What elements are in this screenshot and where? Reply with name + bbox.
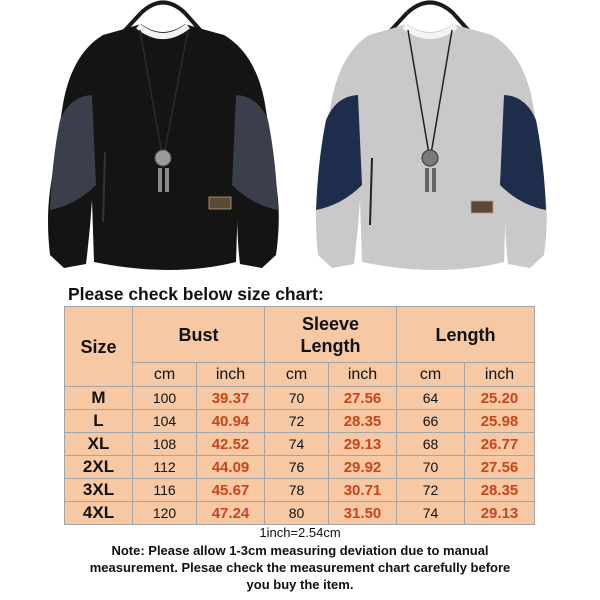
unit-cm-label: cm (265, 363, 329, 387)
sleeve-inch-cell: 31.50 (329, 502, 397, 525)
length-cm-cell: 72 (397, 479, 465, 502)
bust-inch-cell: 39.37 (197, 387, 265, 410)
measurement-note (62, 542, 538, 593)
size-chart-table (64, 306, 535, 525)
bust-cm-cell: 108 (133, 433, 197, 456)
bust-inch-cell: 40.94 (197, 410, 265, 433)
inch-conversion-note: 1inch=2.54cm (259, 525, 341, 540)
length-header-line: Length (435, 324, 496, 345)
size-cell: XL (65, 433, 133, 456)
table-row (65, 433, 535, 456)
table-row (65, 387, 535, 410)
bust-cm-cell: 112 (133, 456, 197, 479)
size-header (65, 307, 133, 387)
unit-inch-label: inch (197, 363, 265, 387)
header-row (65, 307, 535, 363)
length-cm-cell: 66 (397, 410, 465, 433)
sleeve-cm-cell: 70 (265, 387, 329, 410)
unit-cm-label: cm (133, 363, 197, 387)
sleeve-inch-cell: 27.56 (329, 387, 397, 410)
gray-sweatshirt-image (316, 3, 547, 271)
bust-inch-cell: 42.52 (197, 433, 265, 456)
black-sweatshirt-image (48, 3, 279, 271)
product-photos (0, 0, 600, 285)
sleeve-cm-cell: 78 (265, 479, 329, 502)
sleeve-cm-cell: 80 (265, 502, 329, 525)
size-header-line: Size (80, 336, 117, 357)
length-inch-cell: 29.13 (465, 502, 535, 525)
length-cm-cell: 68 (397, 433, 465, 456)
table-row (65, 479, 535, 502)
bust-inch-cell: 44.09 (197, 456, 265, 479)
sleeve-length-header-line: Sleeve (301, 313, 360, 334)
size-cell: 3XL (65, 479, 133, 502)
sleeve-cm-cell: 76 (265, 456, 329, 479)
note-line: Note: Please allow 1-3cm measuring deviation due to manual (111, 543, 489, 558)
length-inch-cell: 28.35 (465, 479, 535, 502)
length-inch-cell: 25.20 (465, 387, 535, 410)
bust-inch-cell: 47.24 (197, 502, 265, 525)
length-cm-cell: 70 (397, 456, 465, 479)
length-inch-cell: 26.77 (465, 433, 535, 456)
sleeve-inch-cell: 30.71 (329, 479, 397, 502)
table-row (65, 456, 535, 479)
bust-header (133, 307, 265, 363)
unit-inch-label: inch (329, 363, 397, 387)
unit-row (65, 363, 535, 387)
bust-inch-cell: 45.67 (197, 479, 265, 502)
length-inch-cell: 25.98 (465, 410, 535, 433)
length-cm-cell: 74 (397, 502, 465, 525)
sleeve-cm-cell: 74 (265, 433, 329, 456)
size-chart-heading: Please check below size chart: (68, 284, 324, 304)
sleeve-inch-cell: 28.35 (329, 410, 397, 433)
length-cm-cell: 64 (397, 387, 465, 410)
note-line: you buy the item. (246, 577, 354, 592)
bust-header-line: Bust (178, 324, 219, 345)
unit-cm-label: cm (397, 363, 465, 387)
bust-cm-cell: 100 (133, 387, 197, 410)
bust-cm-cell: 116 (133, 479, 197, 502)
note-line: measurement. Plesae check the measurement chart carefully before (89, 560, 511, 575)
bust-cm-cell: 120 (133, 502, 197, 525)
sleeve-inch-cell: 29.13 (329, 433, 397, 456)
size-cell: 4XL (65, 502, 133, 525)
length-header (397, 307, 535, 363)
sleeve-cm-cell: 72 (265, 410, 329, 433)
length-inch-cell: 27.56 (465, 456, 535, 479)
table-row (65, 410, 535, 433)
table-row (65, 502, 535, 525)
bust-cm-cell: 104 (133, 410, 197, 433)
sleeve-inch-cell: 29.92 (329, 456, 397, 479)
size-cell: 2XL (65, 456, 133, 479)
size-cell: M (65, 387, 133, 410)
size-cell: L (65, 410, 133, 433)
unit-inch-label: inch (465, 363, 535, 387)
sleeve-length-header (265, 307, 397, 363)
sleeve-length-header-line: Length (300, 335, 361, 356)
